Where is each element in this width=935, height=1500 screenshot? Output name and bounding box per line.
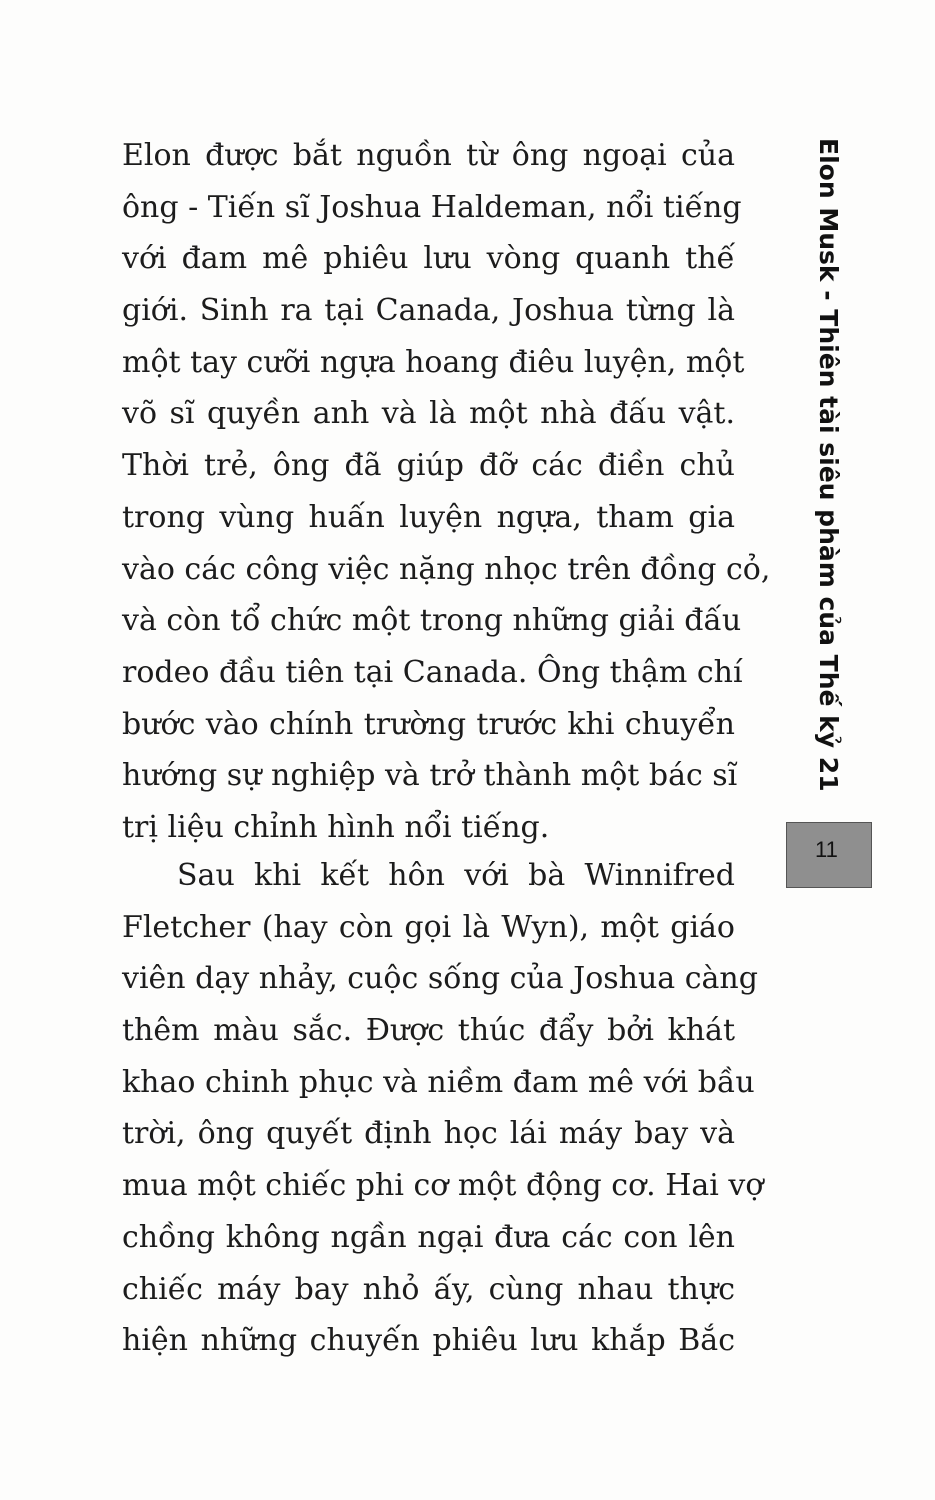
text-line: bước vào chính trường trước khi chuyển — [122, 706, 735, 742]
page-number: 11 — [815, 837, 838, 862]
text-line: võ sĩ quyền anh và là một nhà đấu vật. — [122, 396, 735, 432]
text-line: và còn tổ chức một trong những giải đấu — [122, 603, 742, 639]
text-line: khao chinh phục và niềm đam mê với bầu — [122, 1064, 755, 1100]
text-line: một tay cưỡi ngựa hoang điêu luyện, một — [122, 344, 745, 380]
text-line: vào các công việc nặng nhọc trên đồng cỏ, — [122, 551, 771, 587]
text-line: viên dạy nhảy, cuộc sống của Joshua càng — [122, 961, 758, 997]
text-line: hướng sự nghiệp và trở thành một bác sĩ — [122, 758, 738, 794]
text-line: trong vùng huấn luyện ngựa, tham gia — [122, 499, 735, 535]
text-line: mua một chiếc phi cơ một động cơ. Hai vợ — [122, 1168, 764, 1204]
running-head: Elon Musk - Thiên tài siêu phàm của Thế kỷ 21 — [814, 138, 843, 792]
text-line: trời, ông quyết định học lái máy bay và — [122, 1116, 735, 1152]
text-line: Thời trẻ, ông đã giúp đỡ các điền chủ — [122, 448, 735, 484]
text-line: Fletcher (hay còn gọi là Wyn), một giáo — [122, 909, 735, 945]
text-line: giới. Sinh ra tại Canada, Joshua từng là — [122, 293, 735, 329]
text-line: chồng không ngần ngại đưa các con lên — [122, 1219, 735, 1255]
text-line: với đam mê phiêu lưu vòng quanh thế — [122, 241, 735, 277]
text-line: chiếc máy bay nhỏ ấy, cùng nhau thực — [122, 1271, 735, 1307]
text-line: rodeo đầu tiên tại Canada. Ông thậm chí — [122, 654, 743, 690]
paragraph-2 — [122, 850, 764, 1367]
text-line: Elon được bắt nguồn từ ông ngoại của — [122, 138, 735, 173]
text-line: ông - Tiến sĩ Joshua Haldeman, nổi tiếng — [122, 189, 742, 225]
text-line: hiện những chuyến phiêu lưu khắp Bắc — [122, 1323, 735, 1359]
text-line: trị liệu chỉnh hình nổi tiếng. — [122, 809, 550, 845]
paragraph-1 — [122, 130, 771, 854]
page-number-tab — [786, 822, 872, 888]
text-line: Sau khi kết hôn với bà Winnifred — [177, 858, 735, 893]
text-line: thêm màu sắc. Được thúc đẩy bởi khát — [122, 1013, 735, 1049]
